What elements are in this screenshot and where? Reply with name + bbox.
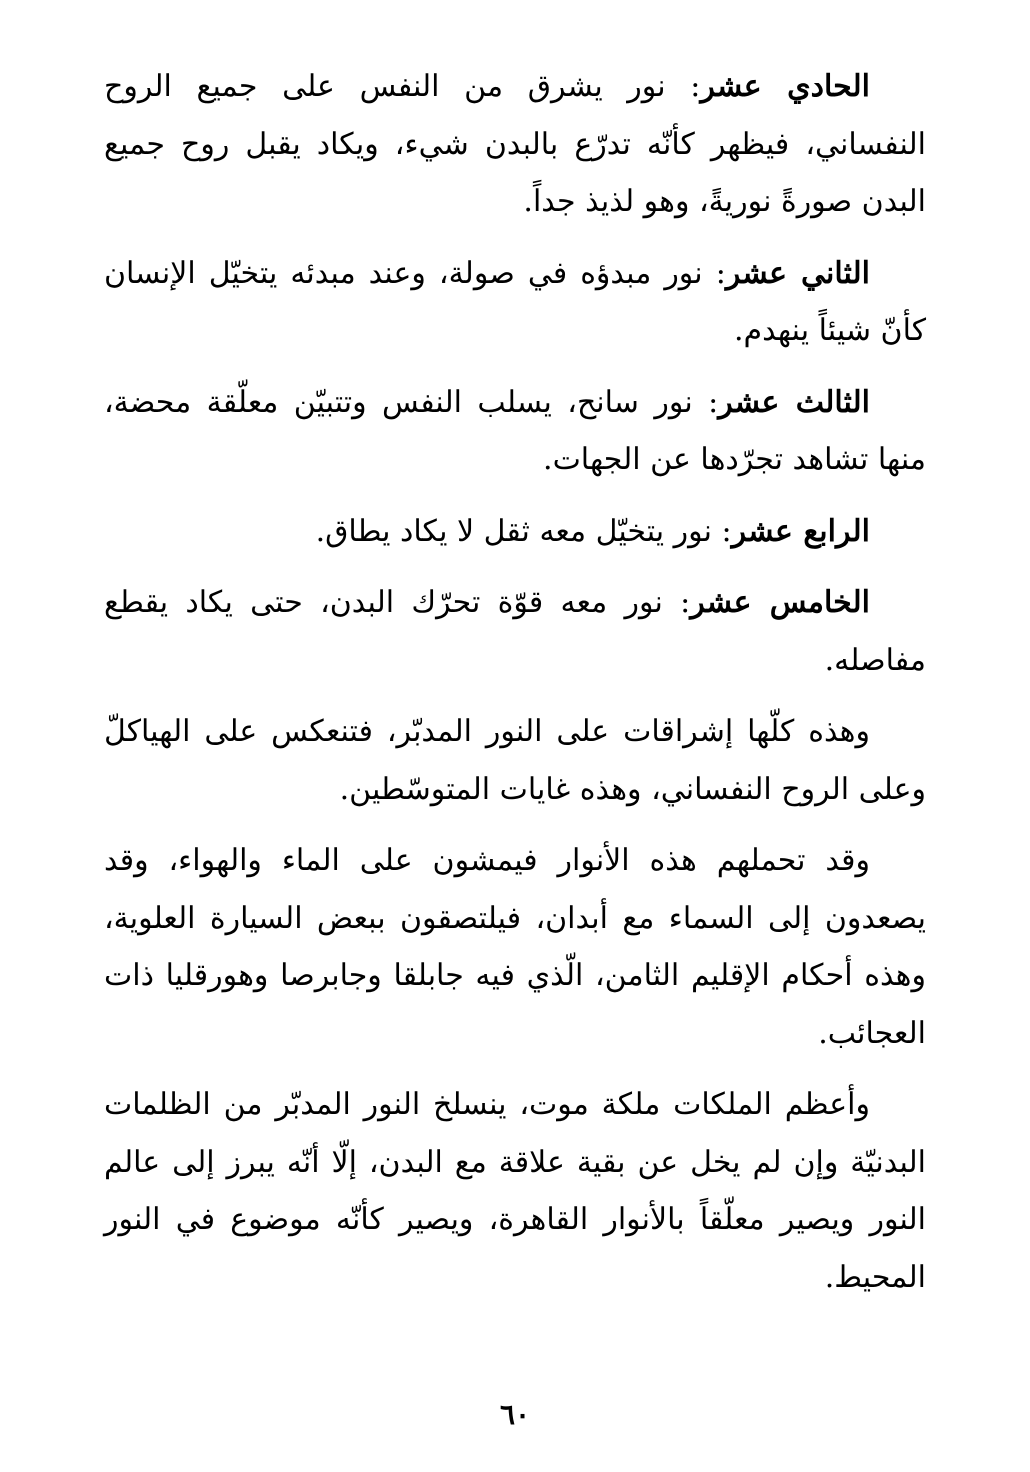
paragraph-twelfth [104, 245, 926, 360]
paragraph-death-faculty: وأعظم الملكات ملكة موت، ينسلخ النور المدبّر من الظلمات البدنيّة وإن لم يخل عن بقية علاقة مع البدن، إلّا أنّه يبرز إلى عالم النور ويصير معلّقاً بالأنوار القاهرة، ويصير كأنّه موضوع في النور المحيط. [104, 1087, 926, 1295]
paragraph-eleventh [104, 58, 926, 231]
paragraph-text: : نور يشرق من النفس على جميع الروح النفساني، فيظهر كأنّه تدرّع بالبدن شيء، ويكاد يقبل روح جميع البدن صورةً نوريةً، وهو لذيذ جداً. [104, 69, 926, 219]
paragraph-text: : نور يتخيّل معه ثقل لا يكاد يطاق. [315, 513, 732, 549]
page-body [104, 58, 926, 1320]
paragraph-text: : نور مبدؤه في صولة، وعند مبدئه يتخيّل الإنسان كأنّ شيئاً ينهدم. [104, 255, 926, 348]
paragraph-fifteenth [104, 574, 926, 689]
paragraph-label: الحادي عشر [700, 69, 870, 104]
paragraph-label: الثالث عشر [718, 384, 870, 420]
paragraph-label: الثاني عشر [725, 255, 870, 291]
page-number: ٦٠ [499, 1398, 531, 1431]
paragraph-text: : نور سانح، يسلب النفس وتتبيّن معلّقة محضة، منها تشاهد تجرّدها عن الجهات. [104, 384, 926, 477]
paragraph-label: الخامس عشر [690, 585, 870, 620]
paragraph-fourteenth [104, 503, 926, 561]
paragraph-text: : نور معه قوّة تحرّك البدن، حتى يكاد يقطع مفاصله. [104, 585, 926, 678]
paragraph-eighth-clime: وقد تحملهم هذه الأنوار فيمشون على الماء والهواء، وقد يصعدون إلى السماء مع أبدان، فيلتصقون ببعض السيارة العلوية، وهذه أحكام الإقليم الثامن، الّذي فيه جابلقا وجابرصا وهورقليا ذات العجائب. [104, 843, 926, 1051]
paragraph-label: الرابع عشر [731, 513, 870, 549]
paragraph-thirteenth [104, 374, 926, 489]
paragraph-illuminations: وهذه كلّها إشراقات على النور المدبّر، فتنعكس على الهياكلّ وعلى الروح النفساني، وهذه غايات المتوسّطين. [104, 714, 926, 807]
